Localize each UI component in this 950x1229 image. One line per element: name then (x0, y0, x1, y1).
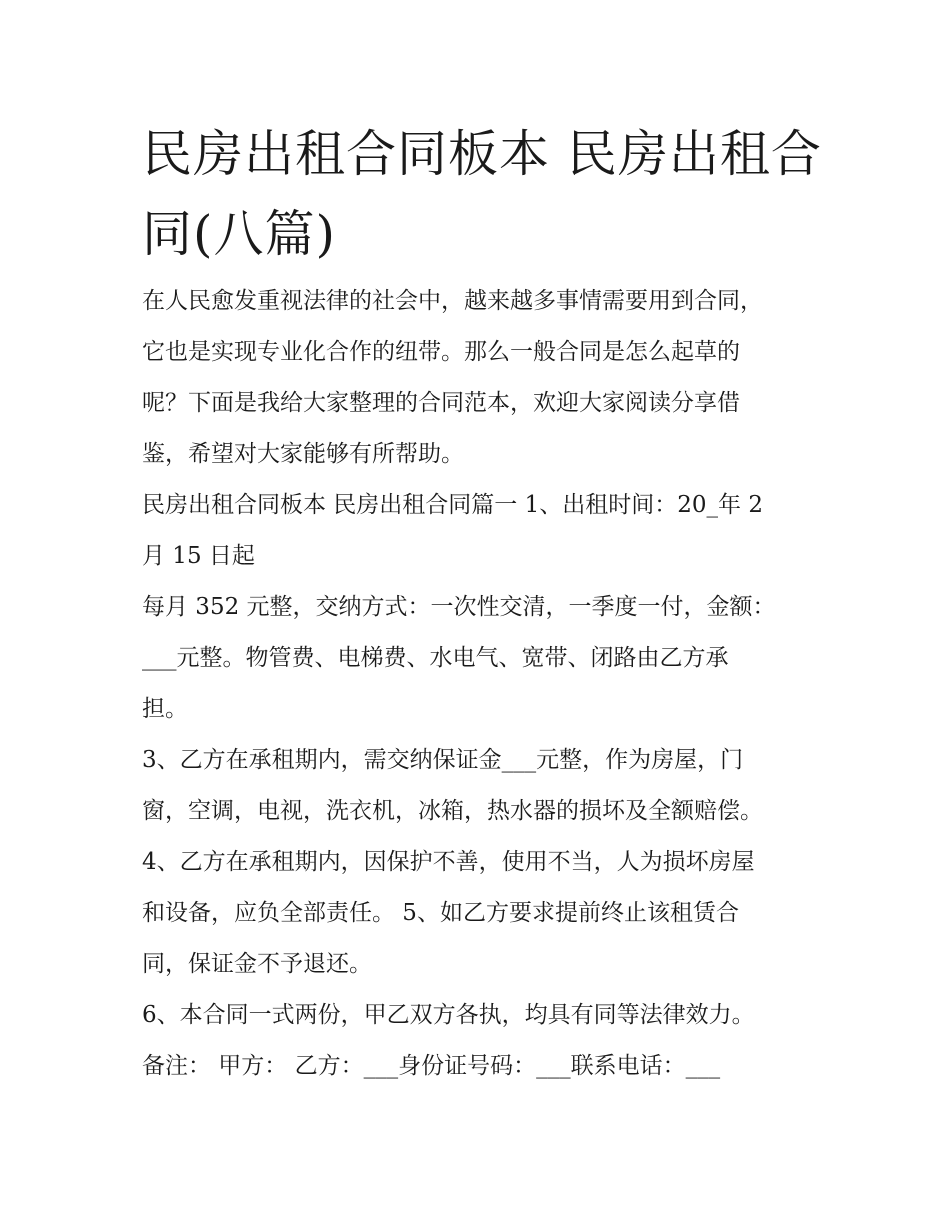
title-line-1: 民房出租合同板本 民房出租合 (142, 125, 822, 183)
paragraph-line: 担。 (142, 696, 188, 722)
paragraph-line: 4、乙方在承租期内，因保护不善，使用不当，人为损坏房屋 (142, 849, 755, 875)
paragraph-line: ___元整。物管费、电梯费、水电气、宽带、闭路由乙方承 (142, 645, 729, 671)
paragraph-line: 窗，空调，电视，洗衣机，冰箱，热水器的损坏及全额赔偿。 (142, 798, 763, 824)
paragraph-line: 每月 352 元整，交纳方式：一次性交清，一季度一付，金额： (142, 594, 776, 620)
paragraph-line: 备注： 甲方： 乙方：___身份证号码：___联系电话：___ (142, 1053, 721, 1079)
paragraph-line: 它也是实现专业化合作的纽带。那么一般合同是怎么起草的 (142, 339, 740, 365)
paragraph-line: 3、乙方在承租期内，需交纳保证金___元整，作为房屋，门 (142, 747, 744, 773)
paragraph-line: 6、本合同一式两份，甲乙双方各执，均具有同等法律效力。 (142, 1002, 755, 1028)
document-title (142, 114, 822, 274)
paragraph-line: 民房出租合同板本 民房出租合同篇一 1、出租时间：20_年 2 (142, 492, 763, 518)
title-line-2: 同(八篇) (142, 205, 337, 263)
paragraph-line: 呢？下面是我给大家整理的合同范本，欢迎大家阅读分享借 (142, 390, 740, 416)
paragraph-line: 月 15 日起 (142, 543, 255, 569)
paragraph-line: 在人民愈发重视法律的社会中，越来越多事情需要用到合同， (142, 288, 763, 314)
paragraph-line: 同，保证金不予退还。 (142, 951, 372, 977)
paragraph-line: 和设备，应负全部责任。 5、如乙方要求提前终止该租赁合 (142, 900, 739, 926)
paragraph-line: 鉴，希望对大家能够有所帮助。 (142, 441, 464, 467)
